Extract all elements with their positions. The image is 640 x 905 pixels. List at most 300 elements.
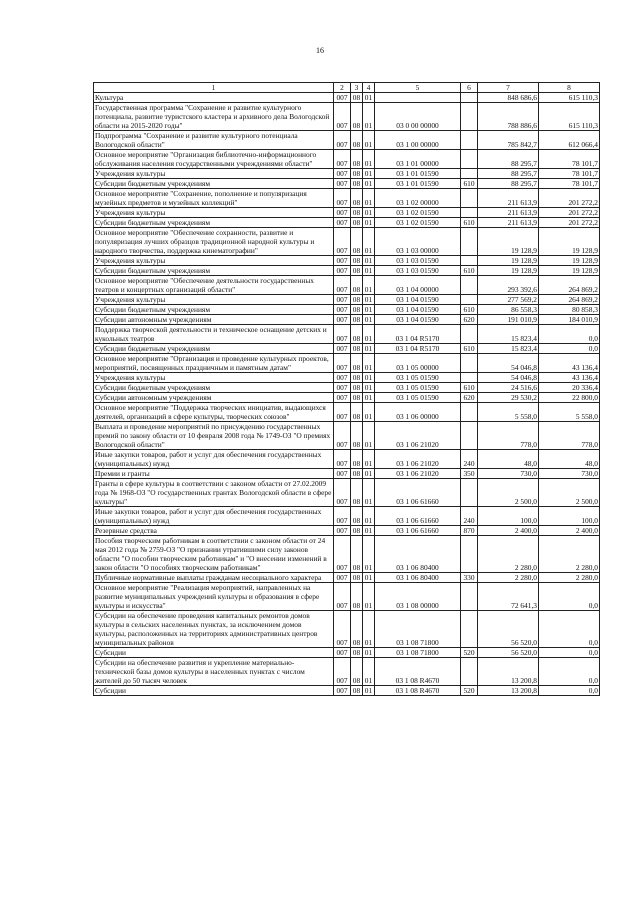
table-row (94, 218, 600, 228)
subsection-code-cell: 01 (363, 305, 375, 315)
expense-type-cell: 520 (461, 686, 478, 696)
header-cell: 3 (351, 83, 363, 93)
amount-year1-cell: 848 686,6 (478, 93, 539, 103)
amount-year2-cell: 2 500,0 (539, 479, 600, 507)
table-row (94, 169, 600, 179)
ministry-code-cell: 007 (334, 150, 351, 169)
table-row (94, 422, 600, 450)
expense-type-cell (461, 276, 478, 295)
header-cell: 8 (539, 83, 600, 93)
amount-year1-cell: 211 613,9 (478, 208, 539, 218)
amount-year2-cell: 19 128,9 (539, 266, 600, 276)
amount-year2-cell: 0,0 (539, 583, 600, 611)
amount-year1-cell: 211 613,9 (478, 189, 539, 208)
expense-type-cell: 620 (461, 315, 478, 325)
section-code-cell: 08 (351, 611, 363, 648)
subsection-code-cell: 01 (363, 526, 375, 536)
expense-type-cell (461, 131, 478, 150)
amount-year1-cell: 5 558,0 (478, 403, 539, 422)
amount-year2-cell: 2 400,0 (539, 526, 600, 536)
subsection-code-cell: 01 (363, 266, 375, 276)
target-article-cell: 03 1 04 01590 (375, 295, 461, 305)
subsection-code-cell: 01 (363, 373, 375, 383)
subsection-code-cell: 01 (363, 325, 375, 344)
amount-year1-cell: 88 295,7 (478, 179, 539, 189)
ministry-code-cell: 007 (334, 266, 351, 276)
ministry-code-cell: 007 (334, 573, 351, 583)
expense-type-cell: 350 (461, 469, 478, 479)
expense-type-cell: 610 (461, 305, 478, 315)
section-code-cell: 08 (351, 189, 363, 208)
ministry-code-cell: 007 (334, 344, 351, 354)
amount-year2-cell: 264 869,2 (539, 276, 600, 295)
section-code-cell: 08 (351, 373, 363, 383)
item-name-cell: Субсидии бюджетным учреждениям (94, 305, 334, 315)
expense-type-cell (461, 256, 478, 266)
amount-year1-cell: 100,0 (478, 507, 539, 526)
amount-year2-cell: 0,0 (539, 658, 600, 686)
amount-year1-cell: 56 520,0 (478, 648, 539, 658)
target-article-cell: 03 1 04 00000 (375, 276, 461, 295)
expense-type-cell (461, 583, 478, 611)
expense-type-cell: 240 (461, 450, 478, 469)
item-name-cell: Основное мероприятие "Сохранение, пополнение и популяризация музейных предметов и музейных коллекций" (94, 189, 334, 208)
table-row (94, 295, 600, 305)
target-article-cell: 03 1 06 00000 (375, 403, 461, 422)
section-code-cell: 08 (351, 536, 363, 573)
expense-type-cell: 610 (461, 266, 478, 276)
subsection-code-cell: 01 (363, 583, 375, 611)
expense-type-cell (461, 150, 478, 169)
amount-year1-cell: 88 295,7 (478, 169, 539, 179)
ministry-code-cell: 007 (334, 422, 351, 450)
ministry-code-cell: 007 (334, 450, 351, 469)
amount-year2-cell: 730,0 (539, 469, 600, 479)
item-name-cell: Субсидии (94, 686, 334, 696)
item-name-cell: Учреждения культуры (94, 169, 334, 179)
table-row (94, 228, 600, 256)
amount-year1-cell: 29 530,2 (478, 393, 539, 403)
header-cell: 2 (334, 83, 351, 93)
header-cell: 6 (461, 83, 478, 93)
subsection-code-cell: 01 (363, 450, 375, 469)
section-code-cell: 08 (351, 686, 363, 696)
subsection-code-cell: 01 (363, 393, 375, 403)
table-row (94, 93, 600, 103)
table-row (94, 373, 600, 383)
ministry-code-cell: 007 (334, 218, 351, 228)
subsection-code-cell: 01 (363, 686, 375, 696)
amount-year2-cell: 43 136,4 (539, 373, 600, 383)
amount-year2-cell: 78 101,7 (539, 150, 600, 169)
amount-year2-cell: 20 336,4 (539, 383, 600, 393)
section-code-cell: 08 (351, 648, 363, 658)
header-cell: 1 (94, 83, 334, 93)
amount-year1-cell: 19 128,9 (478, 228, 539, 256)
subsection-code-cell: 01 (363, 344, 375, 354)
ministry-code-cell: 007 (334, 469, 351, 479)
target-article-cell: 03 1 03 01590 (375, 266, 461, 276)
expense-type-cell: 610 (461, 179, 478, 189)
section-code-cell: 08 (351, 422, 363, 450)
amount-year1-cell: 2 500,0 (478, 479, 539, 507)
table-row (94, 611, 600, 648)
section-code-cell: 08 (351, 169, 363, 179)
section-code-cell: 08 (351, 450, 363, 469)
target-article-cell: 03 1 05 00000 (375, 354, 461, 373)
amount-year2-cell: 43 136,4 (539, 354, 600, 373)
ministry-code-cell: 007 (334, 179, 351, 189)
expense-type-cell (461, 658, 478, 686)
table-row (94, 354, 600, 373)
item-name-cell: Субсидии автономным учреждениям (94, 393, 334, 403)
amount-year2-cell: 264 869,2 (539, 295, 600, 305)
ministry-code-cell: 007 (334, 93, 351, 103)
target-article-cell: 03 1 05 01590 (375, 373, 461, 383)
subsection-code-cell: 01 (363, 469, 375, 479)
item-name-cell: Субсидии бюджетным учреждениям (94, 344, 334, 354)
subsection-code-cell: 01 (363, 573, 375, 583)
amount-year1-cell: 2 280,0 (478, 573, 539, 583)
amount-year1-cell: 54 046,8 (478, 373, 539, 383)
amount-year2-cell: 19 128,9 (539, 228, 600, 256)
amount-year2-cell: 2 280,0 (539, 573, 600, 583)
amount-year1-cell: 72 641,3 (478, 583, 539, 611)
item-name-cell: Учреждения культуры (94, 373, 334, 383)
section-code-cell: 08 (351, 305, 363, 315)
amount-year2-cell: 0,0 (539, 344, 600, 354)
target-article-cell: 03 1 08 R4670 (375, 686, 461, 696)
amount-year2-cell: 2 280,0 (539, 536, 600, 573)
amount-year2-cell: 615 110,3 (539, 103, 600, 131)
item-name-cell: Субсидии бюджетным учреждениям (94, 179, 334, 189)
section-code-cell: 08 (351, 93, 363, 103)
section-code-cell: 08 (351, 228, 363, 256)
expense-type-cell (461, 354, 478, 373)
table-row (94, 305, 600, 315)
amount-year1-cell: 86 558,3 (478, 305, 539, 315)
table-row (94, 573, 600, 583)
subsection-code-cell: 01 (363, 131, 375, 150)
section-code-cell: 08 (351, 325, 363, 344)
table-row (94, 658, 600, 686)
amount-year1-cell: 2 400,0 (478, 526, 539, 536)
item-name-cell: Гранты в сфере культуры в соответствии с законом области от 27.02.2009 года № 1968-ОЗ "О государственных грантах Вологодской области в сфере культуры" (94, 479, 334, 507)
amount-year1-cell: 191 010,9 (478, 315, 539, 325)
section-code-cell: 08 (351, 658, 363, 686)
amount-year2-cell: 5 558,0 (539, 403, 600, 422)
subsection-code-cell: 01 (363, 189, 375, 208)
target-article-cell: 03 1 06 61660 (375, 526, 461, 536)
amount-year1-cell: 730,0 (478, 469, 539, 479)
item-name-cell: Резервные средства (94, 526, 334, 536)
subsection-code-cell: 01 (363, 422, 375, 450)
subsection-code-cell: 01 (363, 315, 375, 325)
target-article-cell: 03 1 02 00000 (375, 189, 461, 208)
subsection-code-cell: 01 (363, 403, 375, 422)
amount-year2-cell: 19 128,9 (539, 256, 600, 266)
table-row (94, 393, 600, 403)
header-cell: 5 (375, 83, 461, 93)
target-article-cell: 03 1 04 01590 (375, 305, 461, 315)
ministry-code-cell: 007 (334, 228, 351, 256)
item-name-cell: Основное мероприятие "Реализация мероприятий, направленных на развитие муниципальных учреждений культуры и образования в сфере культуры и искусства" (94, 583, 334, 611)
amount-year1-cell: 56 520,0 (478, 611, 539, 648)
ministry-code-cell: 007 (334, 256, 351, 266)
section-code-cell: 08 (351, 218, 363, 228)
subsection-code-cell: 01 (363, 150, 375, 169)
item-name-cell: Учреждения культуры (94, 256, 334, 266)
amount-year2-cell: 48,0 (539, 450, 600, 469)
table-row (94, 686, 600, 696)
target-article-cell: 03 1 08 71800 (375, 648, 461, 658)
table-row (94, 208, 600, 218)
subsection-code-cell: 01 (363, 295, 375, 305)
ministry-code-cell: 007 (334, 536, 351, 573)
amount-year2-cell: 0,0 (539, 648, 600, 658)
ministry-code-cell: 007 (334, 169, 351, 179)
subsection-code-cell: 01 (363, 536, 375, 573)
amount-year1-cell: 293 392,6 (478, 276, 539, 295)
ministry-code-cell: 007 (334, 305, 351, 315)
ministry-code-cell: 007 (334, 403, 351, 422)
item-name-cell: Культура (94, 93, 334, 103)
ministry-code-cell: 007 (334, 131, 351, 150)
table-row (94, 450, 600, 469)
item-name-cell: Субсидии бюджетным учреждениям (94, 266, 334, 276)
subsection-code-cell: 01 (363, 648, 375, 658)
section-code-cell: 08 (351, 315, 363, 325)
target-article-cell: 03 1 03 01590 (375, 256, 461, 266)
expense-type-cell: 610 (461, 383, 478, 393)
ministry-code-cell: 007 (334, 325, 351, 344)
item-name-cell: Учреждения культуры (94, 295, 334, 305)
target-article-cell: 03 1 06 21020 (375, 422, 461, 450)
expense-type-cell: 520 (461, 648, 478, 658)
section-code-cell: 08 (351, 507, 363, 526)
amount-year2-cell: 78 101,7 (539, 169, 600, 179)
subsection-code-cell: 01 (363, 354, 375, 373)
item-name-cell: Субсидии на обеспечение развития и укрепление материально-технической базы домов культуры в населенных пунктах с числом жителей до 50 тысяч человек (94, 658, 334, 686)
expense-type-cell (461, 189, 478, 208)
item-name-cell: Публичные нормативные выплаты гражданам несоциального характера (94, 573, 334, 583)
ministry-code-cell: 007 (334, 103, 351, 131)
expense-type-cell (461, 422, 478, 450)
amount-year2-cell: 22 800,0 (539, 393, 600, 403)
subsection-code-cell: 01 (363, 228, 375, 256)
section-code-cell: 08 (351, 344, 363, 354)
target-article-cell: 03 1 06 80400 (375, 536, 461, 573)
subsection-code-cell: 01 (363, 507, 375, 526)
section-code-cell: 08 (351, 573, 363, 583)
item-name-cell: Основное мероприятие "Организация и проведение культурных проектов, мероприятий, посвященных праздничным и памятным датам" (94, 354, 334, 373)
subsection-code-cell: 01 (363, 658, 375, 686)
target-article-cell: 03 1 02 01590 (375, 218, 461, 228)
ministry-code-cell: 007 (334, 526, 351, 536)
table-row (94, 266, 600, 276)
item-name-cell: Подпрограмма "Сохранение и развитие культурного потенциала Вологодской области" (94, 131, 334, 150)
item-name-cell: Премии и гранты (94, 469, 334, 479)
amount-year2-cell: 615 110,3 (539, 93, 600, 103)
amount-year2-cell: 778,0 (539, 422, 600, 450)
ministry-code-cell: 007 (334, 479, 351, 507)
amount-year1-cell: 54 046,8 (478, 354, 539, 373)
ministry-code-cell: 007 (334, 648, 351, 658)
target-article-cell: 03 1 08 71800 (375, 611, 461, 648)
item-name-cell: Основное мероприятие "Обеспечение деятельности государственных театров и концертных организаций области" (94, 276, 334, 295)
amount-year2-cell: 201 272,2 (539, 218, 600, 228)
amount-year2-cell: 201 272,2 (539, 189, 600, 208)
item-name-cell: Основное мероприятие "Поддержка творческих инициатив, выдающихся деятелей, организаций в сфере культуры, творческих союзов" (94, 403, 334, 422)
table-row (94, 256, 600, 266)
amount-year2-cell: 184 010,9 (539, 315, 600, 325)
item-name-cell: Иные закупки товаров, работ и услуг для обеспечения государственных (муниципальных) нужд (94, 450, 334, 469)
amount-year2-cell: 0,0 (539, 686, 600, 696)
ministry-code-cell: 007 (334, 373, 351, 383)
table-row (94, 344, 600, 354)
target-article-cell: 03 1 04 R5170 (375, 325, 461, 344)
expense-type-cell (461, 295, 478, 305)
amount-year2-cell: 100,0 (539, 507, 600, 526)
target-article-cell: 03 1 01 01590 (375, 169, 461, 179)
section-code-cell: 08 (351, 150, 363, 169)
amount-year2-cell: 78 101,7 (539, 179, 600, 189)
target-article-cell: 03 0 00 00000 (375, 103, 461, 131)
table-row (94, 103, 600, 131)
subsection-code-cell: 01 (363, 611, 375, 648)
section-code-cell: 08 (351, 393, 363, 403)
amount-year1-cell: 13 200,8 (478, 658, 539, 686)
item-name-cell: Субсидии (94, 648, 334, 658)
table-row (94, 479, 600, 507)
table-row (94, 276, 600, 295)
ministry-code-cell: 007 (334, 507, 351, 526)
expense-type-cell (461, 611, 478, 648)
amount-year1-cell: 778,0 (478, 422, 539, 450)
amount-year1-cell: 2 280,0 (478, 536, 539, 573)
amount-year2-cell: 612 066,4 (539, 131, 600, 150)
amount-year1-cell: 19 128,9 (478, 266, 539, 276)
expense-type-cell (461, 169, 478, 179)
subsection-code-cell: 01 (363, 383, 375, 393)
amount-year1-cell: 277 569,2 (478, 295, 539, 305)
amount-year1-cell: 785 842,7 (478, 131, 539, 150)
table-row (94, 383, 600, 393)
header-cell: 7 (478, 83, 539, 93)
subsection-code-cell: 01 (363, 218, 375, 228)
budget-table (93, 82, 600, 696)
target-article-cell: 03 1 05 01590 (375, 393, 461, 403)
section-code-cell: 08 (351, 295, 363, 305)
item-name-cell: Субсидии на обеспечение проведения капитальных ремонтов домов культуры в сельских населенных пунктах, за исключением домов культуры, расположенных на территориях административных центров муниципальных районов (94, 611, 334, 648)
amount-year1-cell: 788 886,6 (478, 103, 539, 131)
target-article-cell (375, 93, 461, 103)
item-name-cell: Субсидии бюджетным учреждениям (94, 383, 334, 393)
section-code-cell: 08 (351, 131, 363, 150)
expense-type-cell: 620 (461, 393, 478, 403)
table-row (94, 507, 600, 526)
subsection-code-cell: 01 (363, 169, 375, 179)
section-code-cell: 08 (351, 469, 363, 479)
expense-type-cell (461, 403, 478, 422)
ministry-code-cell: 007 (334, 208, 351, 218)
item-name-cell: Поддержка творческой деятельности и техническое оснащение детских и кукольных театров (94, 325, 334, 344)
amount-year1-cell: 24 516,6 (478, 383, 539, 393)
target-article-cell: 03 1 04 01590 (375, 315, 461, 325)
ministry-code-cell: 007 (334, 189, 351, 208)
subsection-code-cell: 01 (363, 93, 375, 103)
section-code-cell: 08 (351, 276, 363, 295)
section-code-cell: 08 (351, 266, 363, 276)
target-article-cell: 03 1 02 01590 (375, 208, 461, 218)
table-row (94, 648, 600, 658)
ministry-code-cell: 007 (334, 383, 351, 393)
target-article-cell: 03 1 08 00000 (375, 583, 461, 611)
ministry-code-cell: 007 (334, 686, 351, 696)
expense-type-cell (461, 228, 478, 256)
amount-year1-cell: 19 128,9 (478, 256, 539, 266)
table-row (94, 403, 600, 422)
section-code-cell: 08 (351, 103, 363, 131)
ministry-code-cell: 007 (334, 658, 351, 686)
section-code-cell: 08 (351, 526, 363, 536)
item-name-cell: Основное мероприятие "Организация библиотечно-информационного обслуживания населения государственными учреждениями области" (94, 150, 334, 169)
target-article-cell: 03 1 06 61660 (375, 507, 461, 526)
expense-type-cell (461, 479, 478, 507)
item-name-cell: Пособия творческим работникам в соответствии с законом области от 24 мая 2012 года № 2759-ОЗ "О признании утратившими силу законов области "О пособии творческим работникам" и "О внесении изменений в закон области "О пособиях творческим работникам" (94, 536, 334, 573)
target-article-cell: 03 1 01 01590 (375, 179, 461, 189)
amount-year1-cell: 88 295,7 (478, 150, 539, 169)
expense-type-cell (461, 93, 478, 103)
section-code-cell: 08 (351, 208, 363, 218)
section-code-cell: 08 (351, 354, 363, 373)
target-article-cell: 03 1 00 00000 (375, 131, 461, 150)
item-name-cell: Субсидии бюджетным учреждениям (94, 218, 334, 228)
subsection-code-cell: 01 (363, 479, 375, 507)
table-row (94, 189, 600, 208)
expense-type-cell (461, 536, 478, 573)
target-article-cell: 03 1 06 21020 (375, 469, 461, 479)
ministry-code-cell: 007 (334, 276, 351, 295)
section-code-cell: 08 (351, 479, 363, 507)
expense-type-cell (461, 208, 478, 218)
expense-type-cell: 610 (461, 218, 478, 228)
amount-year2-cell: 201 272,2 (539, 208, 600, 218)
amount-year2-cell: 80 858,3 (539, 305, 600, 315)
ministry-code-cell: 007 (334, 393, 351, 403)
subsection-code-cell: 01 (363, 179, 375, 189)
table-row (94, 526, 600, 536)
table-row (94, 469, 600, 479)
section-code-cell: 08 (351, 179, 363, 189)
expense-type-cell (461, 373, 478, 383)
target-article-cell: 03 1 04 R5170 (375, 344, 461, 354)
item-name-cell: Выплата и проведение мероприятий по присуждению государственных премий по закону области от 10 февраля 2008 года № 1749-ОЗ "О премиях Вологодской области" (94, 422, 334, 450)
expense-type-cell (461, 325, 478, 344)
table-row (94, 536, 600, 573)
section-code-cell: 08 (351, 256, 363, 266)
ministry-code-cell: 007 (334, 315, 351, 325)
target-article-cell: 03 1 06 61660 (375, 479, 461, 507)
table-row (94, 131, 600, 150)
amount-year1-cell: 211 613,9 (478, 218, 539, 228)
target-article-cell: 03 1 08 R4670 (375, 658, 461, 686)
amount-year1-cell: 48,0 (478, 450, 539, 469)
amount-year2-cell: 0,0 (539, 611, 600, 648)
expense-type-cell: 240 (461, 507, 478, 526)
header-cell: 4 (363, 83, 375, 93)
section-code-cell: 08 (351, 403, 363, 422)
